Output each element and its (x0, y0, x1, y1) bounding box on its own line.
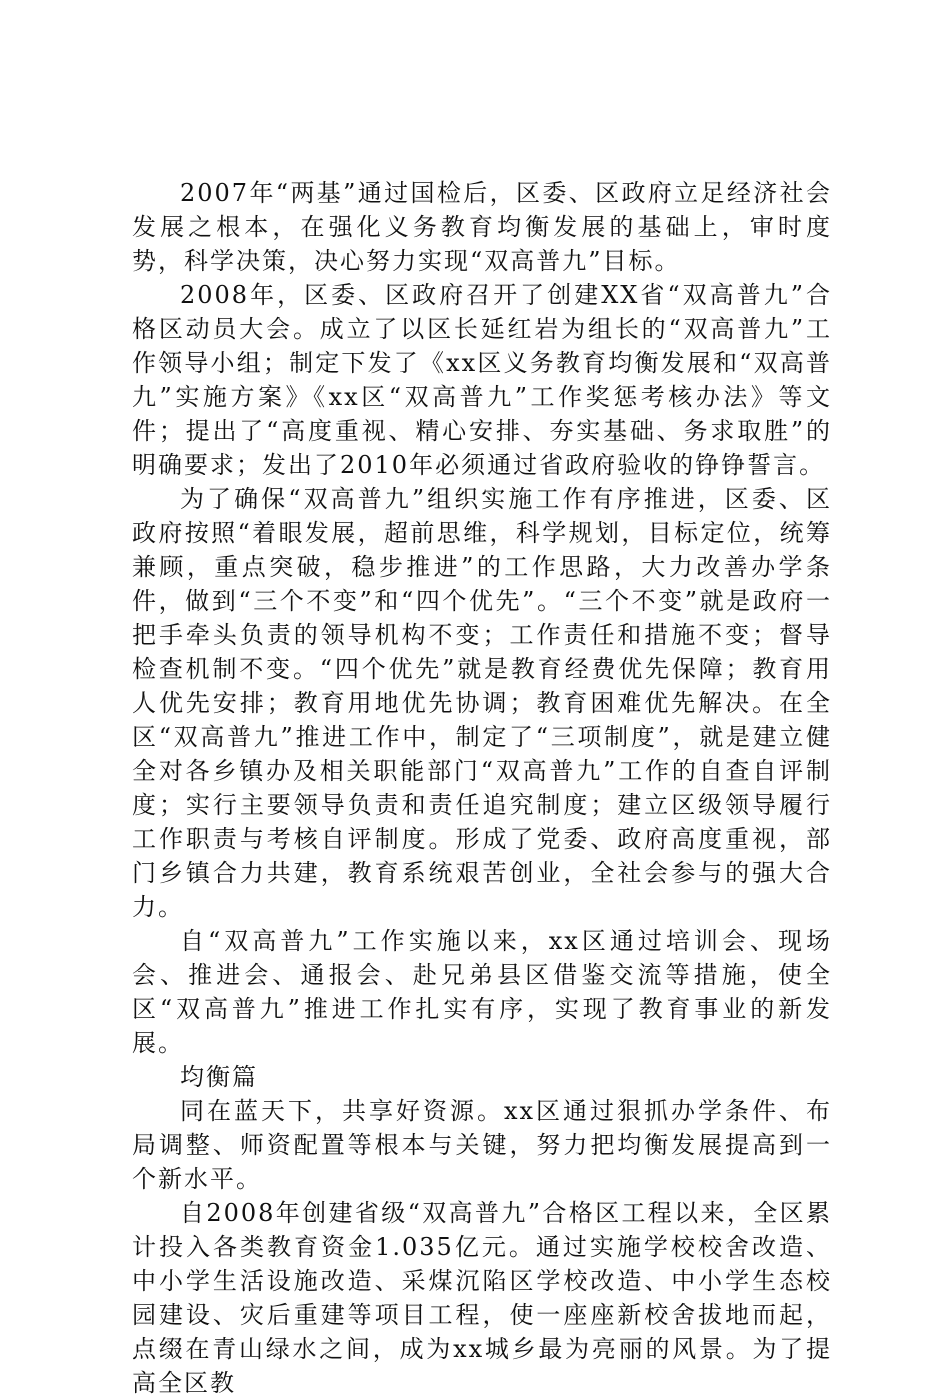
paragraph-work-plan: 为了确保“双高普九”组织实施工作有序推进，区委、区政府按照“着眼发展，超前思维，科学规划，目标定位，统筹兼顾，重点突破，稳步推进”的工作思路，大力改善办学条件，做到“三个不变”和“四个优先”。“三个不变”就是政府一把手牵头负责的领导机构不变；工作责任和措施不变；督导检查机制不变。“四个优先”就是教育经费优先保障；教育用人优先安排；教育用地优先协调；教育困难优先解决。在全区“双高普九”推进工作中，制定了“三项制度”，就是建立健全对各乡镇办及相关职能部门“双高普九”工作的自查自评制度；实行主要领导负责和责任追究制度；建立区级领导履行工作职责与考核自评制度。形成了党委、政府高度重视，部门乡镇合力共建，教育系统艰苦创业，全社会参与的强大合力。 (132, 485, 832, 921)
document-body (132, 176, 832, 1400)
paragraph-mobilization-meeting: 2008年，区委、区政府召开了创建XX省“双高普九”合格区动员大会。成立了以区长延红岩为组长的“双高普九”工作领导小组；制定下发了《xx区义务教育均衡发展和“双高普九”实施方案》《xx区“双高普九”工作奖惩考核办法》等文件；提出了“高度重视、精心安排、夯实基础、务求取胜”的明确要求；发出了2010年必须通过省政府验收的铮铮誓言。 (132, 281, 832, 479)
paragraph-shared-resources: 同在蓝天下，共享好资源。xx区通过狠抓办学条件、布局调整、师资配置等根本与关键，努力把均衡发展提高到一个新水平。 (132, 1097, 832, 1193)
paragraph-investment: 自2008年创建省级“双高普九”合格区工程以来，全区累计投入各类教育资金1.035亿元。通过实施学校校舍改造、中小学生活设施改造、采煤沉陷区学校改造、中小学生态校园建设、灾后重建等项目工程，使一座座新校舍拔地而起，点缀在青山绿水之间，成为xx城乡最为亮丽的风景。为了提高全区教 (132, 1199, 832, 1397)
paragraph-two-basics: 2007年“两基”通过国检后，区委、区政府立足经济社会发展之根本，在强化义务教育均衡发展的基础上，审时度势，科学决策，决心努力实现“双高普九”目标。 (132, 179, 832, 275)
paragraph-implementation-measures: 自“双高普九”工作实施以来，xx区通过培训会、现场会、推进会、通报会、赴兄弟县区借鉴交流等措施，使全区“双高普九”推进工作扎实有序，实现了教育事业的新发展。 (132, 927, 832, 1057)
section-heading-balance: 均衡篇 (180, 1063, 258, 1091)
